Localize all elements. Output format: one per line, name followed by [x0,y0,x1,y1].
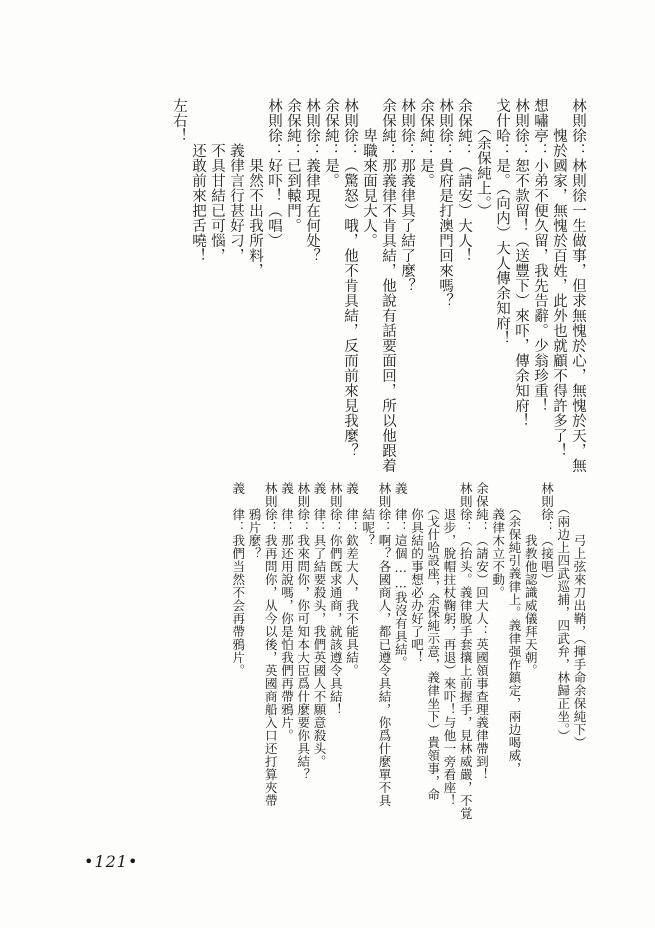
text-column: 林則徐：你們旣求通商，就該遵令具結！ [328,482,344,716]
text-column: 林則徐：好吓！（唱） [266,98,282,248]
text-column: 余保純：（請安）回大人：英國領事查理義律帶到！ [474,482,490,781]
text-column: 林則徐：（驚怒）哦，他不肯具結，反而前來見我麼？ [342,98,358,458]
text-column: 弓上弦來刀出鞘，（揮手命余保純下） [572,482,587,749]
text-column: 林則徐：貴府是打澳門回來嗎？ [437,98,453,308]
text-column: 義 律：欽差大人，我不能具結。 [344,482,360,677]
text-column: （兩边上四武巡捕，四武弁，林歸正坐。） [555,482,571,743]
text-column: 余保純：是。 [323,98,339,188]
text-column: 義律木立不動。 [490,482,506,599]
text-column: 果然不出我所料， [247,98,263,278]
page-number: •121• [84,852,139,871]
text-column: 余保純：是。 [418,98,434,188]
text-column: 愧於國家，無愧於百姓，此外也就顧不得許多了！ [551,98,567,458]
text-column: （余保純上。） [475,98,491,219]
text-column: 義 律：我們当然不会再帶鴉片。 [230,482,246,677]
text-column: 義 律：那还用說嗎，你是怕我們再帶鴉片。 [279,482,295,742]
text-column: 余保純：已到轅門。 [285,98,301,233]
text-column: 林則徐：義律現在何处？ [304,98,320,263]
text-column: 義律言行甚好刁， [228,98,244,263]
text-column: 林則徐：啊？各國商人，都已遵令具結，你爲什麼單不具 [377,482,392,807]
text-column: 我教他認識威儀拜天朝。 [523,482,539,677]
upper-text-block [169,98,587,473]
text-column: 你具結的事想必办好了吧！ [409,482,425,664]
text-column: 林則徐：（抬头。義律脫手套攘上前握手，見林威嚴，不覚 [458,482,474,820]
text-column: 想嘯亭：小弟不便久留，我先告辭。少翁珍重！ [532,98,548,413]
text-column: 林則徐：（接唱） [539,482,555,586]
text-column: 林則徐：林則徐一生做事，但求無愧於心，無愧於天，無 [570,98,586,473]
text-column: 結呢？ [360,482,376,547]
text-column: 余保純：那義律不肯具結，他說有話要面回，所以他跟着 [380,98,396,473]
text-column: （余保純引義律上。義律强作鎮定，兩边喝威， [507,482,522,775]
text-column: 林則徐：我再問你，从今以後，英國商船入口还打算夾帶 [263,482,279,807]
lower-text-block [230,482,588,820]
text-column: 余保純：（請安）大人！ [456,98,472,263]
text-column: 不具甘結已可惱， [209,98,225,263]
text-column: 義 律：這個……我沒有具結。 [393,482,409,669]
text-column: 退步，脫帽拄杖鞠躬，再退）來吓！与他一旁看座！ [442,482,457,807]
text-column: 卑職來面見大人。 [361,98,377,248]
text-column: 林則徐：恕不款留！（送豐下）來吓，傳余知府！ [513,98,529,428]
text-column: 左右！ [171,98,187,143]
text-column: 義 律：具了結要殺头，我們英國人不願意殺头。 [312,482,327,768]
text-column: 戈什哈：是。（向内）大人傳余知府！ [494,98,510,346]
text-column: 林則徐：我來問你，你可知本大臣爲什麼要你具結？ [295,482,311,781]
text-column: 还敢前來把舌嘵！ [190,98,206,263]
text-column: （戈什哈設座，余保純示意，義律坐下）貴領事，命 [425,482,441,801]
text-column: 林則徐：那義律具了結了麼？ [399,98,415,293]
text-column: 鴉片麼？ [247,482,262,560]
